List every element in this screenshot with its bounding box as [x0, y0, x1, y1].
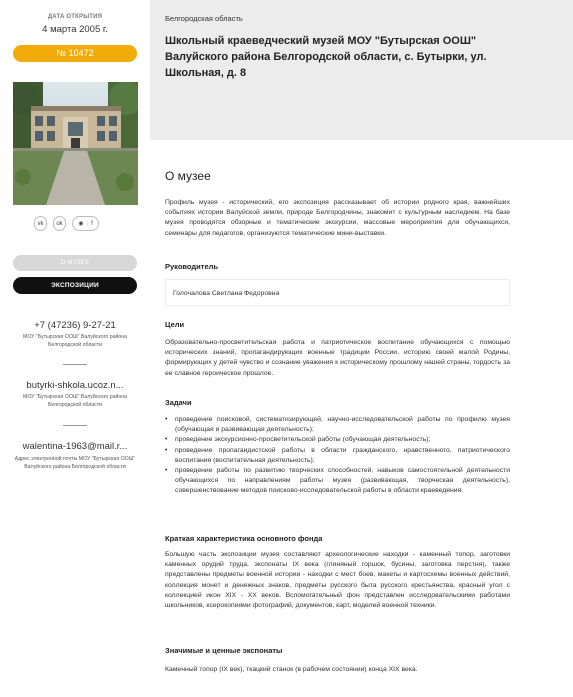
contact-divider [63, 364, 87, 365]
email-note: Адрес электронной почты МОУ "Бутырская ООШ" Валуйского района Белгородской области [14, 456, 136, 470]
website-note: МОУ "Бутырская ООШ" Валуйского района Белгородской области [23, 394, 127, 408]
list-item: • проведение экскурсионно-просветительской работы (обучающая деятельность); [165, 435, 510, 445]
collection-text: Большую часть экспозиции музея составляют археологические находки - каменный топор, заготовки каменных орудий труда, экспонаты IX века (глиняный горшок, бусины, заготовка перстня), также представлены предметы военной истории - находки с мест боев, макеты и картосхемы военных действий, коллекция монет и денежных знаков, предметы русского быта русского крестьянства, красный угол с коллекцией икон XIX - XX веков. Вспомогательный фон представлен исследовательскими работами школьников, ксерокопиями фотографий, документов, карт, моделей военной техники. [165, 551, 510, 610]
divider: | [86, 220, 89, 227]
contact-divider [63, 425, 87, 426]
museum-number-badge: № 10472 [13, 45, 137, 62]
view-share-group [72, 216, 99, 231]
school-building-image [13, 82, 138, 205]
social-buttons [34, 216, 99, 232]
phone-note: МОУ "Бутырская ООШ" Валуйского района Белгородской области [23, 334, 127, 348]
about-heading: О музее [165, 169, 211, 183]
list-item: • проведение пропагандистской работы в области гражданского, нравственного, патриотического воспитания (воспитательная деятельность); [165, 446, 510, 466]
sidebar [0, 0, 150, 697]
director-name: Голочалова Светлана Федоровна [165, 279, 510, 306]
ok-icon[interactable]: ok [53, 216, 66, 231]
exhibits-button[interactable]: ЭКСПОЗИЦИИ [13, 277, 137, 294]
list-item: • проведение поисковой, систематизирующей, научно-исследовательской работы по профилю музея (обучающая и развивающая деятельность); [165, 415, 510, 435]
exhibits-heading: Значимые и ценные экспонаты [165, 646, 283, 655]
collection-heading: Краткая характеристика основного фонда [165, 534, 323, 543]
goals-text: Образовательно-просветительская работа и патриотическое воспитание обучающихся с помощью исторических знаний, пропагандирующих военные традиции России, историю своей малой Родины, формирующих у детей чувство и сознание уважения к историческому прошлому нашей страны, гордость за ее славное героическое прошлое. [165, 339, 510, 377]
goals-heading: Цели [165, 320, 185, 329]
list-item: • проведение работы по развитию творческих способностей, навыков самостоятельной деятельности обучающихся по направлениям работы музея (развивающая, творческая деятельность), совершенствование методов поисково-исследовательской работы в области краеведения. [165, 466, 510, 497]
main-content [150, 140, 573, 697]
eye-icon[interactable]: ◉ [78, 221, 84, 227]
tasks-list [165, 415, 510, 497]
share-icon[interactable]: f [91, 220, 93, 227]
opening-date: 4 марта 2005 г. [42, 24, 108, 35]
director-heading: Руководитель [165, 262, 218, 271]
vk-icon[interactable]: vk [34, 216, 47, 231]
website-link[interactable]: butyrki-shkola.ucoz.n... [26, 380, 124, 391]
region-label: Белгородская область [165, 14, 243, 23]
opening-date-label: ДАТА ОТКРЫТИЯ [47, 14, 103, 20]
phone-link[interactable]: +7 (47236) 9-27-21 [34, 320, 116, 331]
exhibits-text: Каменный топор (IX век), ткацкий станок (в рабочем состоянии) конца XIX века. [165, 666, 418, 673]
email-link[interactable]: walentina-1963@mail.r... [22, 441, 128, 452]
page-title: Школьный краеведческий музей МОУ "Бутырская ООШ" Валуйского района Белгородской области, с. Бутырки, ул. Школьная, д. 8 [165, 35, 487, 79]
page-header [150, 0, 573, 140]
about-museum-button[interactable]: О МУЗЕЕ [13, 255, 137, 271]
tasks-heading: Задачи [165, 398, 192, 407]
museum-photo[interactable] [13, 82, 138, 205]
about-text: Профиль музея - исторический, его экспозиция рассказывает об истории родного края, важнейших событиях истории Валуйской земли, природе Белгородчины, знакомит с культурным наследием. На базе музея проводятся обзорные и тематические экскурсии, массовые мероприятия для обучающихся, семинары для педагогов, организуются тематические мини-выставки. [165, 199, 510, 237]
